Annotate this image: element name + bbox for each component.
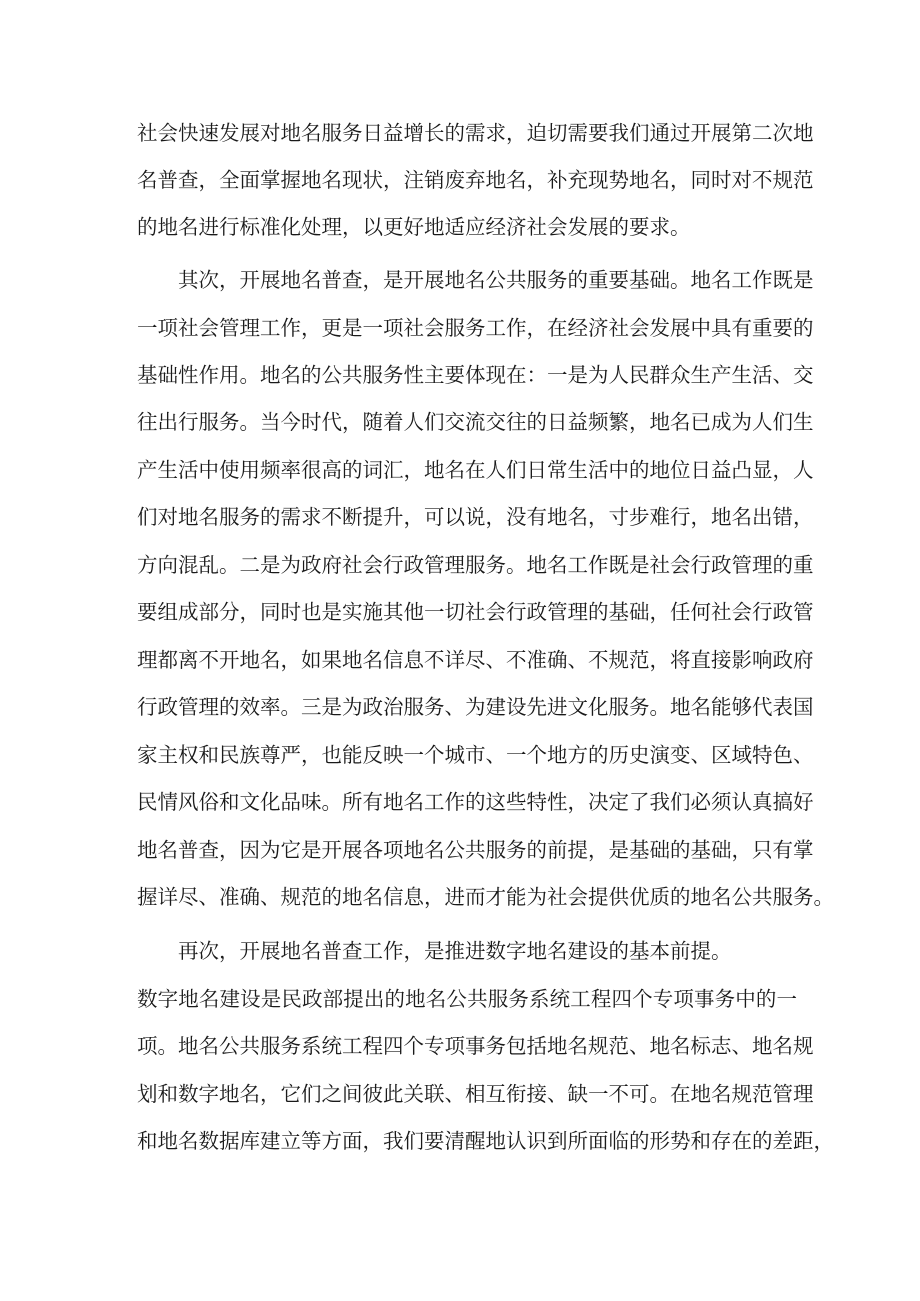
text-line: 产生活中使用频率很高的词汇，地名在人们日常生活中的地位日益凸显，人 <box>137 458 814 482</box>
text-line: 们对地名服务的需求不断提升，可以说，没有地名，寸步难行，地名出错， <box>137 505 814 529</box>
paragraph-start-line: 再次，开展地名普查工作，是推进数字地名建设的基本前提。 <box>178 939 732 963</box>
text-line: 民情风俗和文化品味。所有地名工作的这些特性，决定了我们必须认真搞好 <box>137 790 814 814</box>
text-line: 划和数字地名，它们之间彼此关联、相互衔接、缺一不可。在地名规范管理 <box>137 1082 814 1106</box>
text-line: 要组成部分，同时也是实施其他一切社会行政管理的基础，任何社会行政管 <box>137 600 814 624</box>
text-line: 名普查，全面掌握地名现状，注销废弃地名，补充现势地名，同时对不规范 <box>137 168 814 192</box>
text-line: 数字地名建设是民政部提出的地名公共服务系统工程四个专项事务中的一 <box>137 987 797 1011</box>
text-line: 往出行服务。当今时代，随着人们交流交往的日益频繁，地名已成为人们生 <box>137 410 814 434</box>
text-line: 方向混乱。二是为政府社会行政管理服务。地名工作既是社会行政管理的重 <box>137 553 814 577</box>
text-line: 一项社会管理工作，更是一项社会服务工作，在经济社会发展中具有重要的 <box>137 316 814 340</box>
paragraph-start-line: 其次，开展地名普查，是开展地名公共服务的重要基础。地名工作既是 <box>178 268 814 292</box>
text-line: 的地名进行标准化处理，以更好地适应经济社会发展的要求。 <box>137 215 691 239</box>
text-line: 地名普查，因为它是开展各项地名公共服务的前提，是基础的基础，只有掌 <box>137 838 814 862</box>
text-line: 握详尽、准确、规范的地名信息，进而才能为社会提供优质的地名公共服务。 <box>137 885 834 909</box>
text-line: 社会快速发展对地名服务日益增长的需求，迫切需要我们通过开展第二次地 <box>137 121 814 145</box>
text-line: 和地名数据库建立等方面，我们要清醒地认识到所面临的形势和存在的差距， <box>137 1129 834 1153</box>
text-line: 基础性作用。地名的公共服务性主要体现在：一是为人民群众生产生活、交 <box>137 363 814 387</box>
text-line: 家主权和民族尊严，也能反映一个城市、一个地方的历史演变、区域特色、 <box>137 743 814 767</box>
text-line: 项。地名公共服务系统工程四个专项事务包括地名规范、地名标志、地名规 <box>137 1034 814 1058</box>
text-line: 理都离不开地名，如果地名信息不详尽、不准确、不规范，将直接影响政府 <box>137 648 814 672</box>
text-line: 行政管理的效率。三是为政治服务、为建设先进文化服务。地名能够代表国 <box>137 695 814 719</box>
